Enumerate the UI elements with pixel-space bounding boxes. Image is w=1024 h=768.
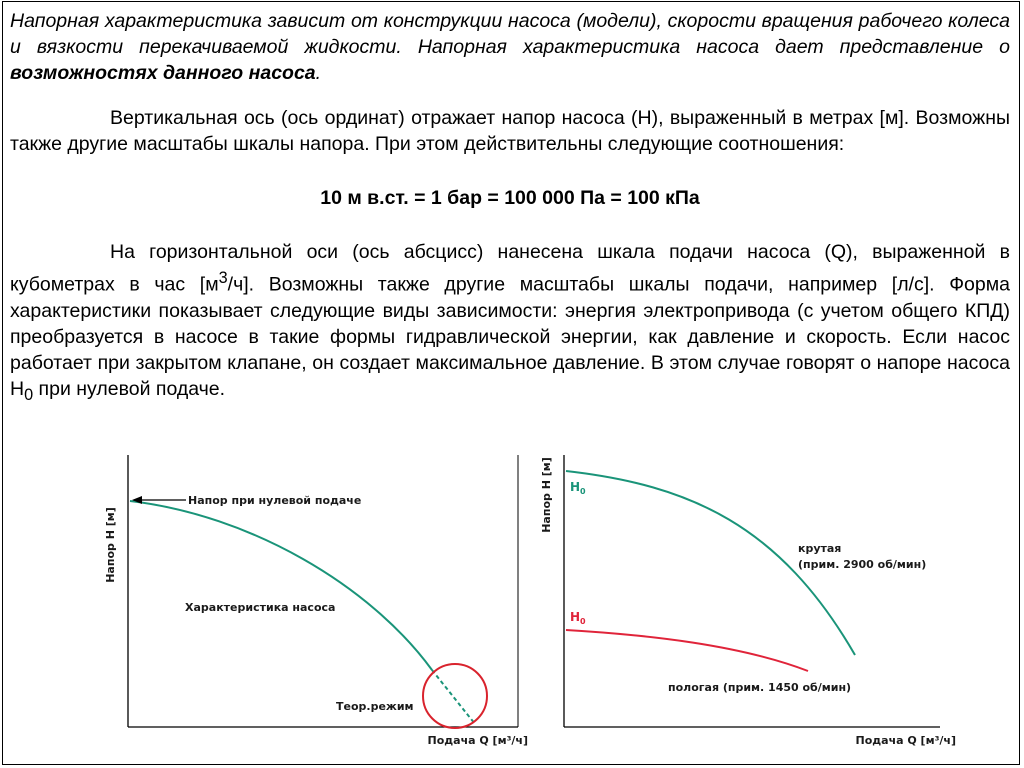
h0-flat-label: $H_0$ (570, 610, 586, 626)
theoretical-curve-dashed (432, 670, 475, 724)
para2-part1: На горизонтальной оси (ось абсцисс) нанесена шкала подачи насоса (Q), выраженной в кубометрах в час [м (10, 241, 1010, 296)
pump-characteristic-curve (130, 501, 432, 670)
annotation-curve: Характеристика насоса (185, 601, 336, 614)
flat-label: пологая (прим. 1450 об/мин) (668, 681, 852, 694)
theoretical-mode-circle (423, 664, 487, 728)
intro-text: Напорная характеристика зависит от конструкции насоса (модели), скорости вращения рабочего колеса и вязкости перекачиваемой жидкости. Напорная характеристика насоса дает представление о (10, 10, 1010, 58)
pump-curve-chart (90, 445, 530, 755)
intro-bold: возможностях данного насоса (10, 62, 316, 84)
y-axis-label: Напор H [м] (540, 457, 553, 533)
flat-curve (566, 630, 808, 671)
intro-paragraph (10, 8, 1010, 86)
para2-sup: 3 (218, 269, 228, 287)
para1-text: Вертикальная ось (ось ординат) отражает напор насоса (H), выраженный в метрах [м]. Возможны также другие масштабы шкалы напора. При этом действительны следующие соотношения: (10, 107, 1010, 155)
para2-part3: при нулевой подаче. (33, 377, 226, 400)
horizontal-axis-paragraph (10, 239, 1010, 407)
para2-sub: 0 (24, 385, 34, 404)
vertical-axis-paragraph (10, 105, 1010, 157)
x-axis-label: Подача Q [м³/ч] (427, 734, 528, 747)
x-axis-label: Подача Q [м³/ч] (855, 734, 956, 747)
h0-steep-label: $H_0$ (570, 480, 586, 496)
steep-label-line2: (прим. 2900 об/мин) (798, 558, 927, 571)
annotation-theoretical: Теор.режим (336, 700, 414, 713)
para2-part2: /ч]. Возможны также другие масштабы шкалы подачи, например [л/с]. Форма характеристики показывает следующие виды зависимости: энергия электропривода (с учетом общего КПД) преобразуется в насосе в такие формы гидравлической энергии, как давление и скорость. Если насос работает при закрытом клапане, он создает максимальное давление. В этом случае говорят о напоре насоса H (10, 273, 1010, 400)
speed-curves-chart (530, 445, 1000, 755)
units-formula: 10 м в.ст. = 1 бар = 100 000 Па = 100 кПа (320, 187, 700, 209)
steep-label-line1: крутая (798, 542, 842, 555)
y-axis-label: Напор H [м] (104, 507, 117, 583)
annotation-zero-flow: Напор при нулевой подаче (188, 494, 362, 507)
intro-end: . (315, 62, 322, 84)
